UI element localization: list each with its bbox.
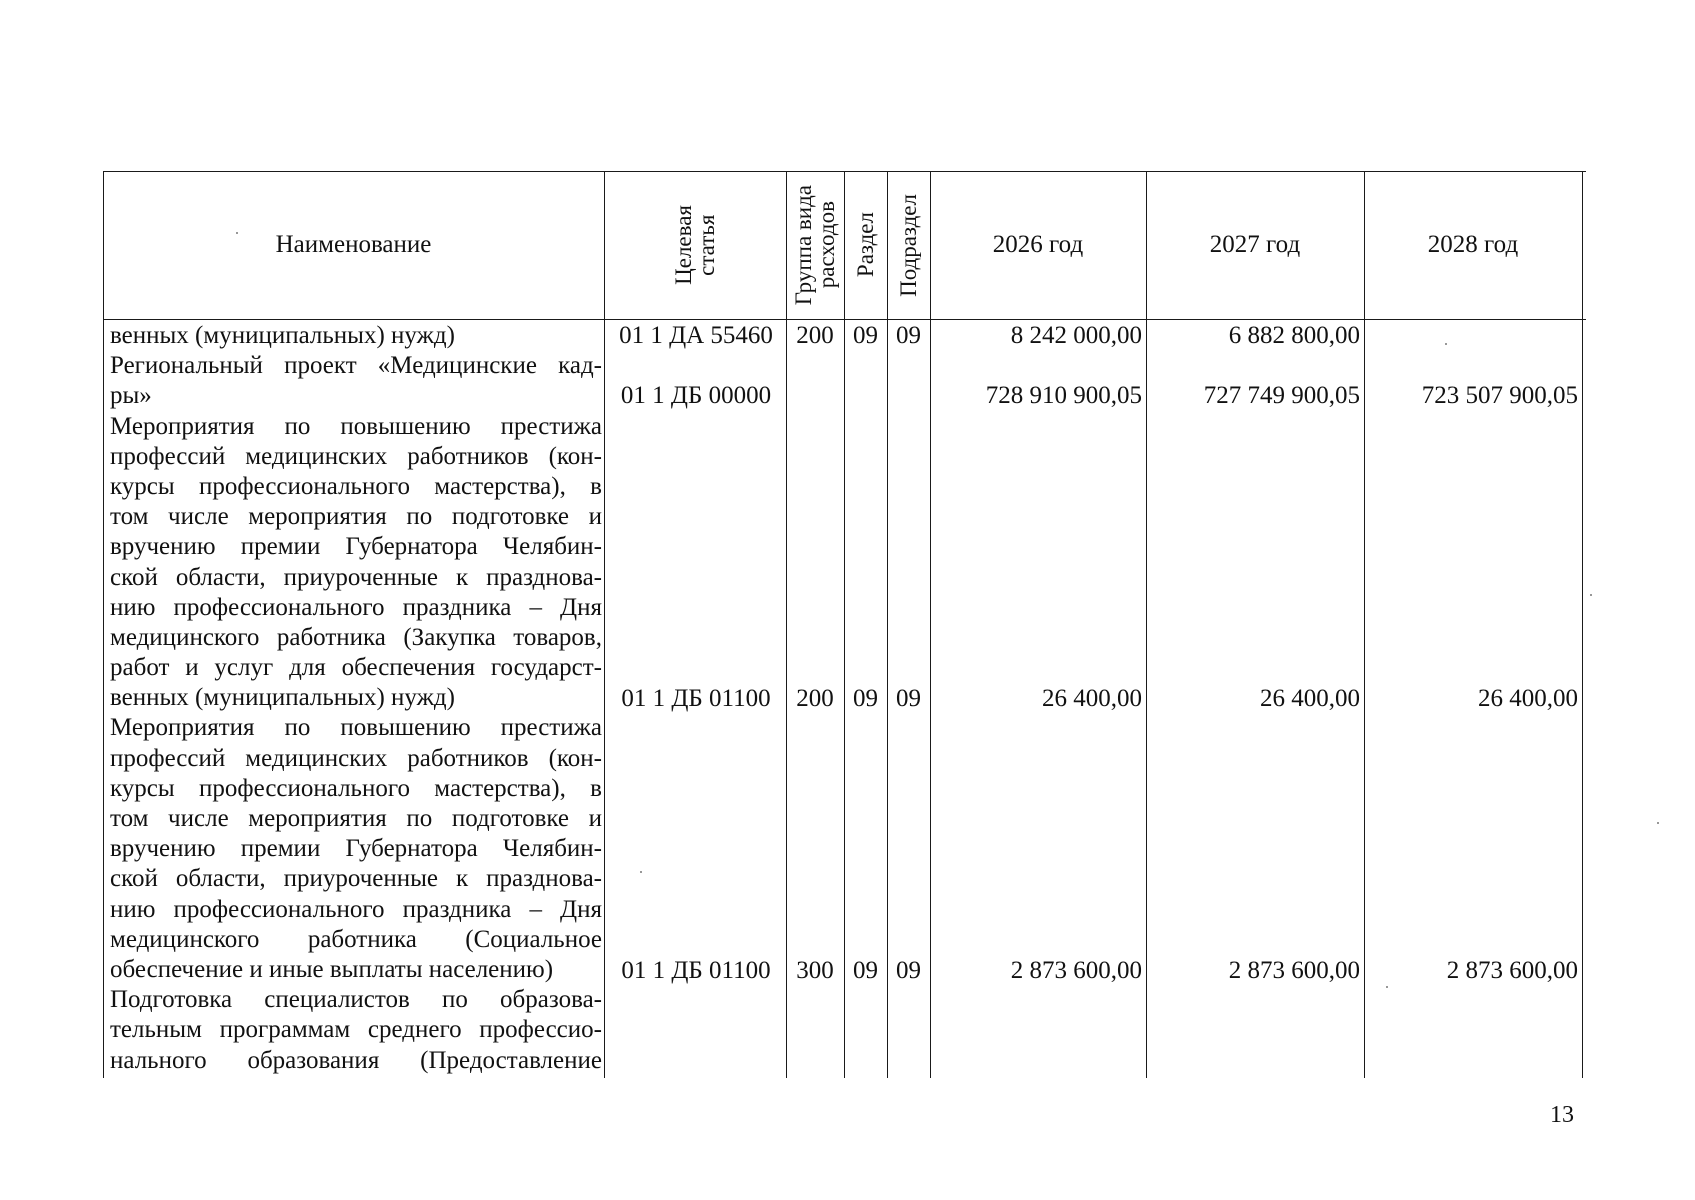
name-line: ской области, приуроченные к празднова-: [110, 865, 602, 893]
header-group-label: Группа вида расходов: [791, 184, 839, 306]
header-name: Наименование: [275, 231, 432, 258]
row-2-2026: 26 400,00: [1042, 685, 1142, 712]
scan-speck: [1386, 986, 1388, 988]
name-line: тельным программам среднего профессио-: [110, 1016, 602, 1044]
name-line: том числе мероприятия по подготовке и: [110, 503, 602, 531]
name-line: обеспечение и иные выплаты населению): [110, 955, 554, 983]
row-1-2028: 723 507 900,05: [1421, 382, 1578, 409]
budget-table: [103, 171, 1586, 1078]
header-expense-group: [786, 171, 844, 319]
name-line: ры»: [110, 382, 152, 410]
name-line: ской области, приуроченные к празднова-: [110, 563, 602, 591]
header-year-2026: 2026 год: [992, 231, 1084, 258]
row-3-2028: 2 873 600,00: [1446, 957, 1578, 984]
name-line: вручению премии Губернатора Челябин-: [110, 533, 602, 561]
page-number: 13: [1550, 1102, 1574, 1128]
header-subsection-label: Подраздел: [896, 193, 921, 297]
header-year-2027: 2027 год: [1209, 231, 1301, 258]
row-2-2028: 26 400,00: [1478, 685, 1578, 712]
name-line: Региональный проект «Медицинские кад-: [110, 352, 602, 380]
name-line: нального образования (Предоставление: [110, 1046, 602, 1074]
name-line: работ и услуг для обеспечения государст-: [110, 654, 602, 682]
name-line: Мероприятия по повышению престижа: [110, 412, 602, 440]
row-0-section: 09: [853, 322, 878, 349]
name-line: Мероприятия по повышению престижа: [110, 714, 602, 742]
row-2-section: 09: [853, 685, 878, 712]
name-line: профессий медицинских работников (кон-: [110, 442, 602, 470]
name-line: Подготовка специалистов по образова-: [110, 986, 602, 1014]
name-line: венных (муниципальных) нужд): [110, 684, 455, 712]
row-2-target: 01 1 ДБ 01100: [621, 685, 771, 712]
row-0-target: 01 1 ДА 55460: [619, 322, 773, 349]
name-line: нию профессионального праздника – Дня: [110, 593, 602, 621]
name-line: вручению премии Губернатора Челябин-: [110, 835, 602, 863]
name-line: том числе мероприятия по подготовке и: [110, 805, 602, 832]
name-line: медицинского работника (Социальное: [110, 925, 602, 953]
scan-speck: [1445, 343, 1447, 345]
row-3-subsection: 09: [896, 957, 921, 984]
name-line: венных (муниципальных) нужд): [110, 322, 455, 349]
row-2-2027: 26 400,00: [1260, 685, 1360, 712]
row-3-target: 01 1 ДБ 01100: [621, 957, 771, 984]
row-2-group: 200: [796, 685, 834, 712]
row-1-2027: 727 749 900,05: [1203, 382, 1360, 409]
header-target-label: Целевая статья: [671, 205, 719, 285]
header-subsection: [887, 171, 930, 319]
scan-speck: [236, 232, 238, 234]
row-1-target: 01 1 ДБ 00000: [620, 382, 772, 409]
row-0-subsection: 09: [896, 322, 921, 349]
row-0-2026: 8 242 000,00: [1010, 322, 1142, 349]
row-3-group: 300: [796, 957, 834, 984]
name-line: медицинского работника (Закупка товаров,: [110, 623, 602, 651]
row-3-section: 09: [853, 957, 878, 984]
scan-speck: [640, 871, 642, 873]
name-column: [110, 321, 602, 1076]
row-1-2026: 728 910 900,05: [985, 382, 1142, 409]
header-section: [844, 171, 887, 319]
header-target-article: [604, 171, 786, 319]
header-section-label: Раздел: [853, 212, 878, 278]
scan-speck: [1590, 594, 1592, 596]
name-line: курсы профессионального мастерства), в: [110, 774, 602, 802]
row-2-subsection: 09: [896, 685, 921, 712]
row-0-2027: 6 882 800,00: [1228, 322, 1360, 349]
name-line: курсы профессионального мастерства), в: [110, 472, 602, 500]
row-3-2027: 2 873 600,00: [1228, 957, 1360, 984]
header-year-2028: 2028 год: [1427, 231, 1519, 258]
row-3-2026: 2 873 600,00: [1010, 957, 1142, 984]
scan-speck: [1657, 822, 1659, 824]
name-line: нию профессионального праздника – Дня: [110, 895, 602, 923]
row-0-group: 200: [796, 322, 834, 349]
name-line: профессий медицинских работников (кон-: [110, 744, 602, 772]
col-border-right: [1582, 171, 1583, 1078]
